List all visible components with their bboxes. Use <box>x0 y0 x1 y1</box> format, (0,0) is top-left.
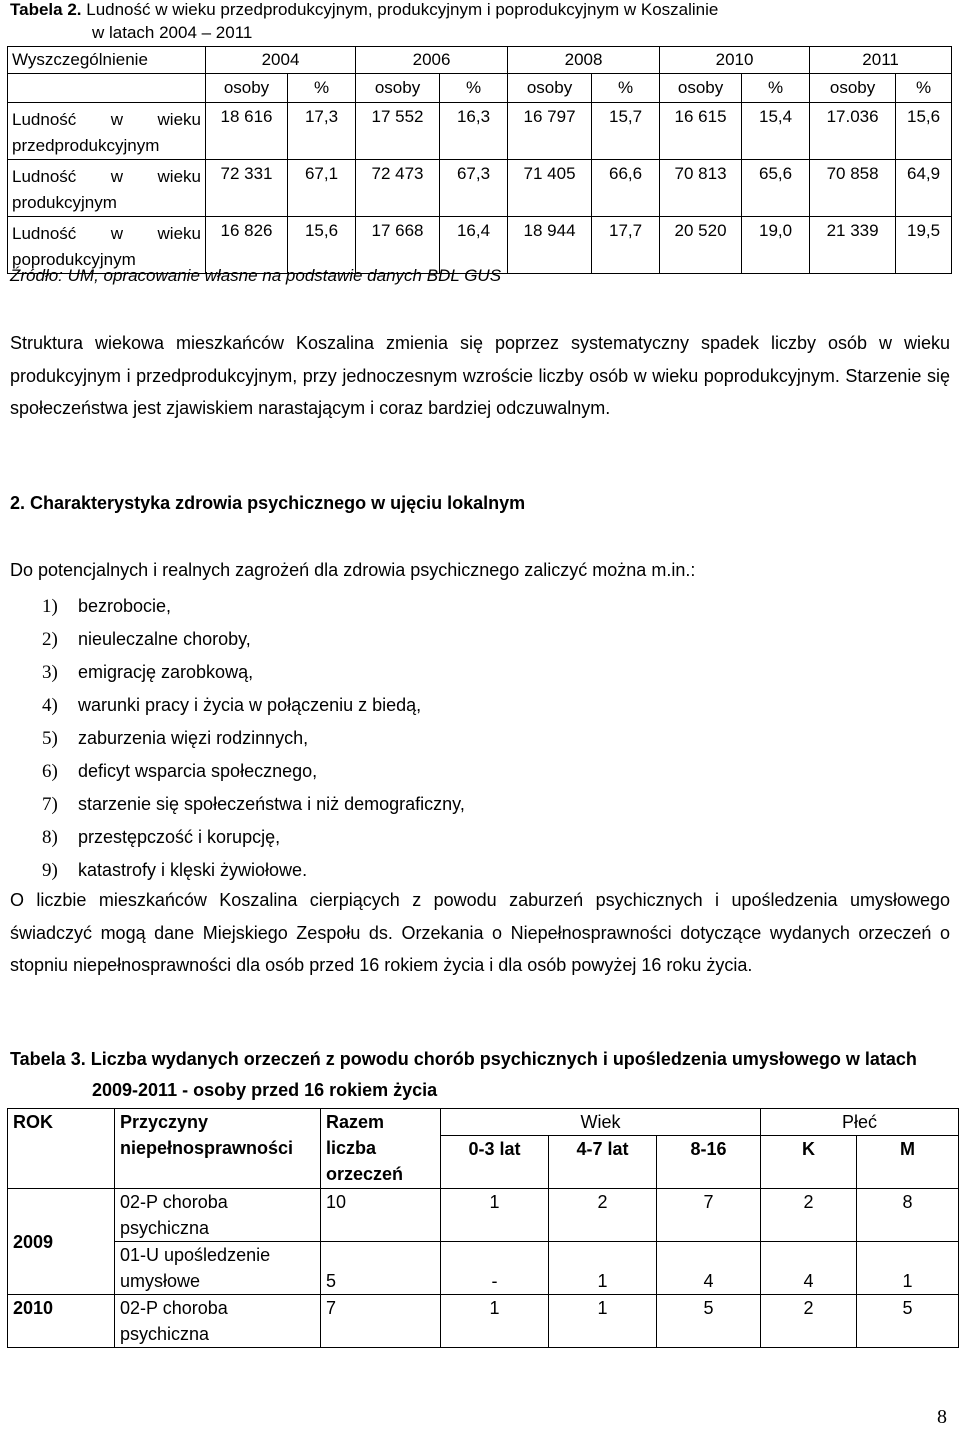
subheader-percent: % <box>896 74 952 103</box>
list-item <box>10 854 465 887</box>
list-item <box>10 755 465 788</box>
cell: 17 668 <box>356 217 440 274</box>
table2-label: Tabela 2. <box>10 0 82 19</box>
cell: 10 <box>321 1189 441 1242</box>
cell: 16,4 <box>440 217 508 274</box>
cell: 70 813 <box>660 160 742 217</box>
subheader-osoby: osoby <box>508 74 592 103</box>
subheader-percent: % <box>742 74 810 103</box>
header-sex-k: K <box>761 1136 857 1189</box>
subheader-blank <box>8 74 206 103</box>
subheader-osoby: osoby <box>810 74 896 103</box>
table-row <box>8 160 952 217</box>
header-cause: Przyczyny niepełnosprawności <box>115 1109 321 1189</box>
cell: 16 826 <box>206 217 288 274</box>
cell: 20 520 <box>660 217 742 274</box>
row-cause: 02-P choroba psychiczna <box>115 1295 321 1348</box>
cell: 2 <box>761 1295 857 1348</box>
cell: 2 <box>761 1189 857 1242</box>
population-table <box>7 46 952 274</box>
cell: 66,6 <box>592 160 660 217</box>
list-text: bezrobocie, <box>78 596 172 616</box>
subheader-osoby: osoby <box>660 74 742 103</box>
table2-title-line1: Ludność w wieku przedprodukcyjnym, produkcyjnym i poprodukcyjnym w Koszalinie <box>86 0 719 19</box>
list-number: 2) <box>42 629 58 650</box>
cell: 17.036 <box>810 103 896 160</box>
cell: 15,6 <box>288 217 356 274</box>
header-sex: Płeć <box>761 1109 959 1136</box>
list-text: emigrację zarobkową, <box>78 662 254 682</box>
cell: 1 <box>549 1242 657 1295</box>
cell: 1 <box>441 1189 549 1242</box>
cell: 5 <box>657 1295 761 1348</box>
header-year: 2011 <box>810 47 952 74</box>
cell: 19,0 <box>742 217 810 274</box>
list-number: 1) <box>42 596 58 617</box>
row-year: 2010 <box>8 1295 115 1348</box>
cell: 70 858 <box>810 160 896 217</box>
row-year: 2009 <box>8 1189 115 1295</box>
cell: 18 616 <box>206 103 288 160</box>
cell: 15,4 <box>742 103 810 160</box>
header-sex-m: M <box>857 1136 959 1189</box>
cell: 4 <box>761 1242 857 1295</box>
paragraph-age-structure: Struktura wiekowa mieszkańców Koszalina zmienia się poprzez systematyczny spadek liczby osób w wieku produkcyjnym i przedprodukcyjnym, przy jednoczesnym wzroście liczby osób w wieku poprodukcyjnym. Starzenie się społeczeństwa jest zjawiskiem narastającym i coraz bardziej odczuwalnym. <box>10 333 950 418</box>
cell: 5 <box>321 1242 441 1295</box>
header-wyszczegolnienie: Wyszczególnienie <box>8 47 206 74</box>
cell: 65,6 <box>742 160 810 217</box>
certificates-table <box>7 1108 959 1348</box>
list-item <box>10 821 465 854</box>
cell: 16,3 <box>440 103 508 160</box>
table-row <box>8 103 952 160</box>
list-number: 7) <box>42 794 58 815</box>
header-year: 2010 <box>660 47 810 74</box>
cell: 8 <box>857 1189 959 1242</box>
page-number: 8 <box>937 1406 947 1428</box>
header-year: 2004 <box>206 47 356 74</box>
cell: 4 <box>657 1242 761 1295</box>
cell: 17,7 <box>592 217 660 274</box>
table2-caption <box>10 0 952 20</box>
list-item <box>10 590 465 623</box>
cell: 72 331 <box>206 160 288 217</box>
section-heading: 2. Charakterystyka zdrowia psychicznego w ujęciu lokalnym <box>10 493 526 513</box>
row-label: Ludność w wieku produkcyjnym <box>8 160 206 217</box>
table-row <box>8 1189 959 1242</box>
list-item <box>10 722 465 755</box>
list-number: 6) <box>42 761 58 782</box>
cell: 1 <box>549 1295 657 1348</box>
list-number: 8) <box>42 827 58 848</box>
table2-source: Źródło: UM, opracowanie własne na podstawie danych BDL GUS <box>10 266 502 285</box>
cell: 17 552 <box>356 103 440 160</box>
header-year: 2006 <box>356 47 508 74</box>
list-item <box>10 623 465 656</box>
header-total: Razem liczba orzeczeń <box>321 1109 441 1189</box>
paragraph-disability-data: O liczbie mieszkańców Koszalina cierpiących z powodu zaburzeń psychicznych i upośledzenia umysłowego świadczyć mogą dane Miejskiego Zespołu ds. Orzekania o Niepełnosprawności dotyczące wydanych orzeczeń o stopniu niepełnosprawności dla osób przed 16 rokiem życia i dla osób powyżej 16 roku życia. <box>10 890 950 975</box>
subheader-osoby: osoby <box>206 74 288 103</box>
cell: 2 <box>549 1189 657 1242</box>
table-row <box>8 1242 959 1295</box>
table3-header-row <box>8 1109 959 1136</box>
list-text: starzenie się społeczeństwa i niż demograficzny, <box>78 794 465 814</box>
list-text: zaburzenia więzi rodzinnych, <box>78 728 309 748</box>
cell: 15,7 <box>592 103 660 160</box>
header-age-group: 0-3 lat <box>441 1136 549 1189</box>
list-text: przestępczość i korupcję, <box>78 827 281 847</box>
header-year: 2008 <box>508 47 660 74</box>
row-cause: 02-P choroba psychiczna <box>115 1189 321 1242</box>
cell: 16 797 <box>508 103 592 160</box>
subheader-percent: % <box>288 74 356 103</box>
table3-title-line1: Liczba wydanych orzeczeń z powodu chorób psychicznych i upośledzenia umysłowego w latach <box>90 1049 917 1069</box>
table3-caption <box>10 1049 917 1070</box>
table2-header-row <box>8 47 952 74</box>
table-row <box>8 217 952 274</box>
cell: 19,5 <box>896 217 952 274</box>
subheader-percent: % <box>592 74 660 103</box>
header-age-group: 8-16 <box>657 1136 761 1189</box>
header-year: ROK <box>8 1109 115 1189</box>
subheader-percent: % <box>440 74 508 103</box>
cell: 67,1 <box>288 160 356 217</box>
subheader-osoby: osoby <box>356 74 440 103</box>
table2-subheader-row <box>8 74 952 103</box>
cell: 21 339 <box>810 217 896 274</box>
cell: 71 405 <box>508 160 592 217</box>
table3-label: Tabela 3. <box>10 1049 86 1069</box>
cell: 7 <box>321 1295 441 1348</box>
row-label: Ludność w wieku poprodukcyjnym <box>8 217 206 274</box>
list-number: 9) <box>42 860 58 881</box>
list-item <box>10 656 465 689</box>
threats-intro: Do potencjalnych i realnych zagrożeń dla zdrowia psychicznego zaliczyć można m.in.: <box>10 560 696 580</box>
table2-title-line2: w latach 2004 – 2011 <box>92 23 253 42</box>
cell: 1 <box>857 1242 959 1295</box>
cell: 15,6 <box>896 103 952 160</box>
cell: 1 <box>441 1295 549 1348</box>
table3-title-line2: 2009-2011 - osoby przed 16 rokiem życia <box>92 1080 438 1100</box>
list-text: nieuleczalne choroby, <box>78 629 251 649</box>
list-number: 3) <box>42 662 58 683</box>
cell: 18 944 <box>508 217 592 274</box>
list-text: warunki pracy i życia w połączeniu z biedą, <box>78 695 422 715</box>
table-row <box>8 1295 959 1348</box>
list-number: 5) <box>42 728 58 749</box>
list-item <box>10 788 465 821</box>
cell: 5 <box>857 1295 959 1348</box>
header-age-group: 4-7 lat <box>549 1136 657 1189</box>
cell: 7 <box>657 1189 761 1242</box>
cell: 16 615 <box>660 103 742 160</box>
list-text: katastrofy i klęski żywiołowe. <box>78 860 308 880</box>
row-label: Ludność w wieku przedprodukcyjnym <box>8 103 206 160</box>
list-item <box>10 689 465 722</box>
list-number: 4) <box>42 695 58 716</box>
threats-list <box>10 590 465 887</box>
header-age: Wiek <box>441 1109 761 1136</box>
row-cause: 01-U upośledzenie umysłowe <box>115 1242 321 1295</box>
cell: 72 473 <box>356 160 440 217</box>
list-text: deficyt wsparcia społecznego, <box>78 761 318 781</box>
cell: 67,3 <box>440 160 508 217</box>
cell: - <box>441 1242 549 1295</box>
cell: 64,9 <box>896 160 952 217</box>
cell: 17,3 <box>288 103 356 160</box>
